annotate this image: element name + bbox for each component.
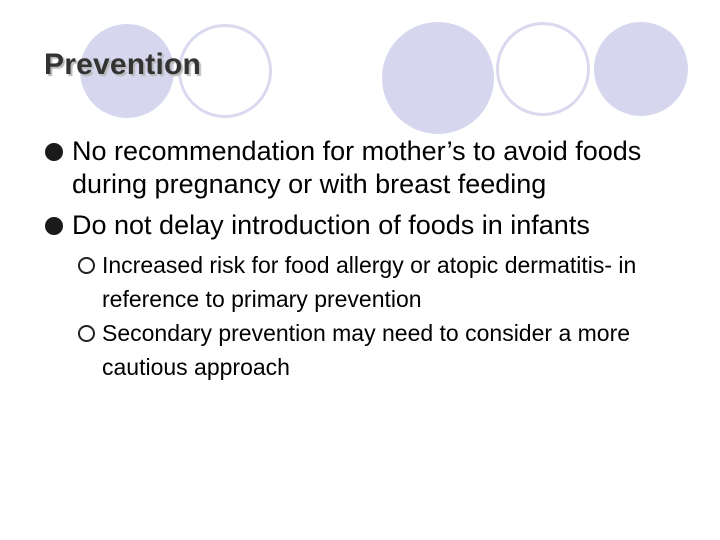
sub-bullet-text: Secondary prevention may need to consider a more cautious approach bbox=[102, 320, 631, 380]
bullet-item-1 bbox=[44, 135, 684, 201]
bullet-dot-icon bbox=[45, 143, 63, 161]
bullet-list bbox=[44, 135, 684, 392]
sub-bullet-list bbox=[72, 248, 684, 384]
decorative-circle-3 bbox=[594, 22, 688, 116]
bullet-item-2 bbox=[44, 209, 684, 384]
ring-bullet-icon bbox=[78, 257, 95, 274]
decorative-circle-2 bbox=[382, 22, 494, 134]
sub-bullet-item-2 bbox=[72, 316, 684, 384]
decorative-ring-2 bbox=[496, 22, 590, 116]
sub-bullet-text: Increased risk for food allergy or atopic dermatitis- in reference to primary prevention bbox=[102, 252, 637, 312]
slide-title: Prevention bbox=[44, 48, 202, 81]
bullet-text: No recommendation for mother’s to avoid foods during pregnancy or with breast feeding bbox=[72, 136, 642, 199]
bullet-dot-icon bbox=[45, 217, 63, 235]
sub-bullet-item-1 bbox=[72, 248, 684, 316]
ring-bullet-icon bbox=[78, 325, 95, 342]
bullet-text: Do not delay introduction of foods in infants bbox=[72, 210, 590, 240]
